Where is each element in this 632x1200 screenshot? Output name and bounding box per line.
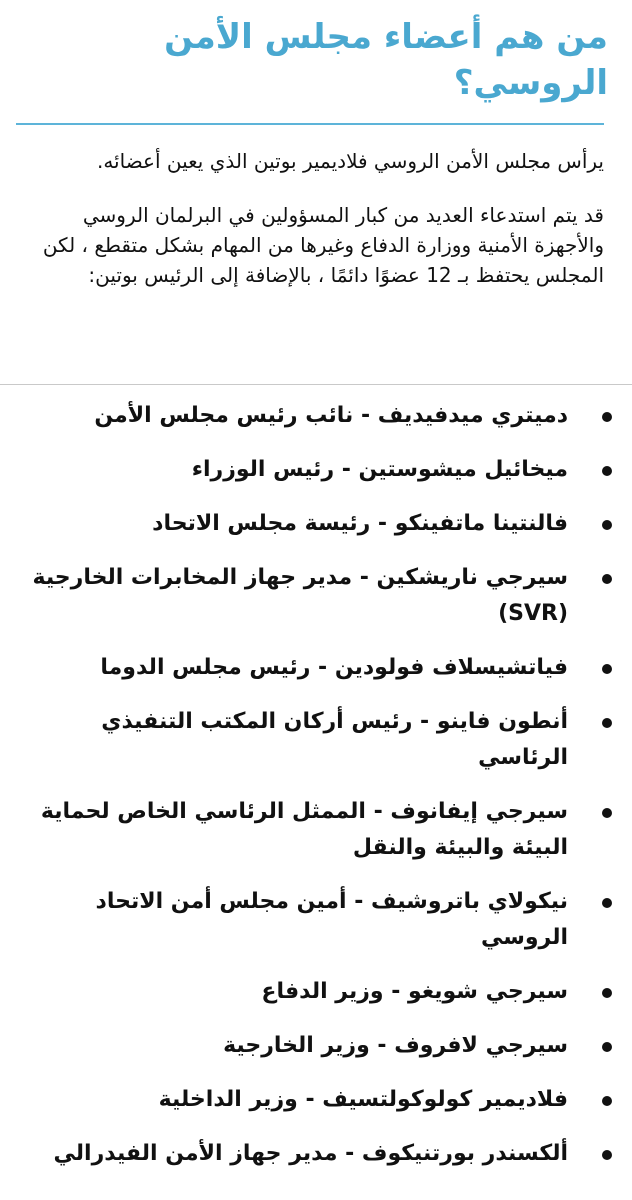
bullet-icon	[602, 1150, 612, 1160]
list-item	[0, 650, 632, 686]
list-item	[0, 1028, 632, 1064]
list-item	[0, 398, 632, 434]
bullet-icon	[602, 1042, 612, 1052]
list-item	[0, 794, 632, 866]
bullet-icon	[602, 898, 612, 908]
list-item	[0, 506, 632, 542]
intro-text	[19, 146, 604, 314]
bullet-icon	[602, 808, 612, 818]
member-text: فالنتينا ماتفينكو - رئيسة مجلس الاتحاد	[152, 511, 568, 536]
bullet-icon	[602, 574, 612, 584]
member-text: فلاديمير كولوكولتسيف - وزير الداخلية	[158, 1087, 568, 1112]
intro-paragraph-1: يرأس مجلس الأمن الروسي فلاديمير بوتين الذي يعين أعضائه.	[96, 149, 604, 173]
bullet-icon	[602, 718, 612, 728]
bullet-icon	[602, 520, 612, 530]
page-title: من هم أعضاء مجلس الأمن الروسي؟	[164, 17, 608, 103]
member-text: ألكسندر بورتنيكوف - مدير جهاز الأمن الفيدرالي	[53, 1141, 568, 1166]
section-divider	[0, 384, 632, 385]
list-item	[0, 560, 632, 632]
member-text: أنطون فاينو - رئيس أركان المكتب التنفيذي الرئاسي	[101, 709, 568, 770]
bullet-icon	[602, 664, 612, 674]
list-item	[0, 1136, 632, 1172]
member-text: سيرجي ناريشكين - مدير جهاز المخابرات الخارجية (SVR)	[32, 565, 568, 626]
intro-paragraph-2: قد يتم استدعاء العديد من كبار المسؤولين في البرلمان الروسي والأجهزة الأمنية ووزارة الدفاع وغيرها من المهام بشكل متقطع ، لكن المجلس يحتفظ بـ 12 عضوًا دائمًا ، بالإضافة إلى الرئيس بوتين:	[42, 203, 604, 287]
bullet-icon	[602, 412, 612, 422]
list-item	[0, 452, 632, 488]
bullet-icon	[602, 988, 612, 998]
list-item	[0, 884, 632, 956]
title-divider	[16, 123, 604, 125]
member-text: ميخائيل ميشوستين - رئيس الوزراء	[191, 457, 568, 482]
members-list	[0, 398, 632, 1190]
member-text: نيكولاي باتروشيف - أمين مجلس أمن الاتحاد الروسي	[95, 889, 568, 950]
list-item	[0, 704, 632, 776]
member-text: فياتشيسلاف فولودين - رئيس مجلس الدوما	[100, 655, 568, 680]
bullet-icon	[602, 466, 612, 476]
list-item	[0, 1082, 632, 1118]
bullet-icon	[602, 1096, 612, 1106]
member-text: سيرجي إيفانوف - الممثل الرئاسي الخاص لحماية البيئة والبيئة والنقل	[40, 799, 568, 860]
member-text: سيرجي شويغو - وزير الدفاع	[261, 979, 568, 1004]
member-text: دميتري ميدفيديف - نائب رئيس مجلس الأمن	[94, 403, 568, 428]
member-text: سيرجي لافروف - وزير الخارجية	[223, 1033, 568, 1058]
list-item	[0, 974, 632, 1010]
